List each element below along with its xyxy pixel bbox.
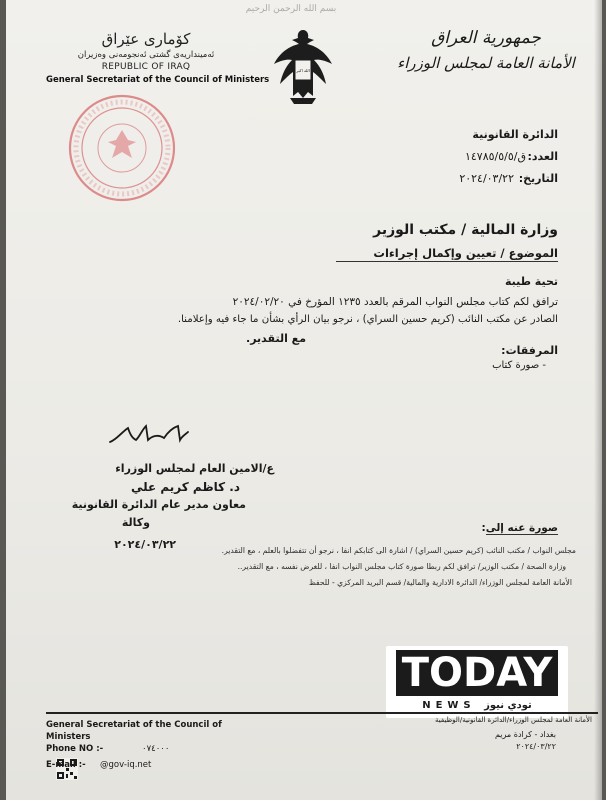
number-label: العدد: [527,150,558,163]
copy-item-1: مجلس النواب / مكتب النائب (كريم حسين السراي) / اشارة الى كتابكم انفا ، نرجو أن تتفضلوا بالعلم ، مع التقدير. [221,546,576,555]
page-edge-shadow [594,0,602,800]
footer-ar-secretariat: الأمانة العامة لمجلس الوزراء/الدائرة القانونية/الوظيفية [435,716,592,724]
copy-item-2: وزارة الصحة / مكتب الوزير/ ترافق لكم ربطا صورة كتاب مجلس النواب انفا ، للغرض نفسه ، مع التقدير.. [237,562,566,571]
signatory-name: د. كاظم كريم علي [130,480,240,494]
signature-date: ٢٠٢٤/٠٣/٢٢ [114,538,176,551]
header-left-block [46,30,270,85]
footer-en-secretariat-line2: Ministers [46,732,91,742]
footer-phone-label: Phone NO :- [46,744,104,754]
date-label: التاريخ: [518,172,558,185]
signatory-position: معاون مدير عام الدائرة القانونية [71,498,246,511]
copy-item-3: الأمانة العامة لمجلس الوزراء/ الدائرة الادارية والمالية/ قسم البريد المركزي - للحفظ [308,578,572,587]
header-right-block [386,28,586,72]
letter-body-line1: ترافق لكم كتاب مجلس النواب المرقم بالعدد ١٢٣٥ المؤرخ في ٢٠٢٤/٠٢/٢٠ [232,296,558,308]
letter-subject: الموضوع / تعيين وإكمال إجراءات [336,246,558,262]
red-official-stamp [66,92,178,204]
signatory-acting: وكالة [121,516,150,529]
footer-ar-date: ٢٠٢٤/٠٣/٢٢ [516,742,556,751]
watermark-sub-ar: تودي نيوز [484,700,532,711]
iraq-eagle-emblem [268,26,338,106]
footer-phone-value: ٠٧٤٠٠٠ [142,744,170,754]
number-value: ق/١٤٧٨٥/٥/٥ [464,150,526,163]
watermark-brand: TODAY [394,650,560,696]
attachment-item: - صورة كتاب [492,360,546,371]
today-news-watermark [386,646,568,718]
kurdish-title: کۆماری عێراق [101,30,191,48]
footer-en-secretariat-line1: General Secretariat of the Council of [46,720,222,730]
letter-body-line2: الصادر عن مكتب النائب (كريم حسين السراي) ، نرجو بيان الرأي بشأن ما جاء فيه وإعلامنا. [177,314,558,325]
attachments-label: المرفقات: [501,344,558,357]
letter-recipient: وزارة المالية / مكتب الوزير [373,222,558,238]
arabic-country: جمهورية العراق [431,28,541,48]
footer-ar-address: بغداد - كرادة مريم [494,730,556,739]
footer-email-label: E-mail :- [46,760,86,770]
date-value: ٢٠٢٤/٠٣/٢٢ [459,172,514,185]
footer-divider [46,712,598,714]
department-label: الدائرة القانونية [472,128,558,141]
kurdish-subtitle: ئه‌مینداریه‌ی گشتی ئه‌نجومه‌نی وه‌زیران [77,50,215,60]
handwritten-signature [106,418,190,448]
english-country: REPUBLIC OF IRAQ [101,62,191,72]
footer-email-value: @gov-iq.net [100,760,152,770]
letter-closing: مع التقدير. [246,332,306,345]
watermark-subtitle [386,700,568,711]
signatory-title: ع/الامين العام لمجلس الوزراء [115,462,274,475]
english-secretariat: General Secretariat of the Council of Ministers [46,75,270,85]
copies-label: صورة عنه إلى: [481,522,558,534]
letter-greeting: تحية طيبة [504,275,558,288]
document-page [6,0,602,800]
watermark-sub-en: NEWS [422,700,476,711]
basmala-heading: بسم الله الرحمن الرحيم [245,4,337,14]
emblem-label: الله اكبر [296,68,310,73]
arabic-secretariat: الأمانة العامة لمجلس الوزراء [397,54,575,72]
